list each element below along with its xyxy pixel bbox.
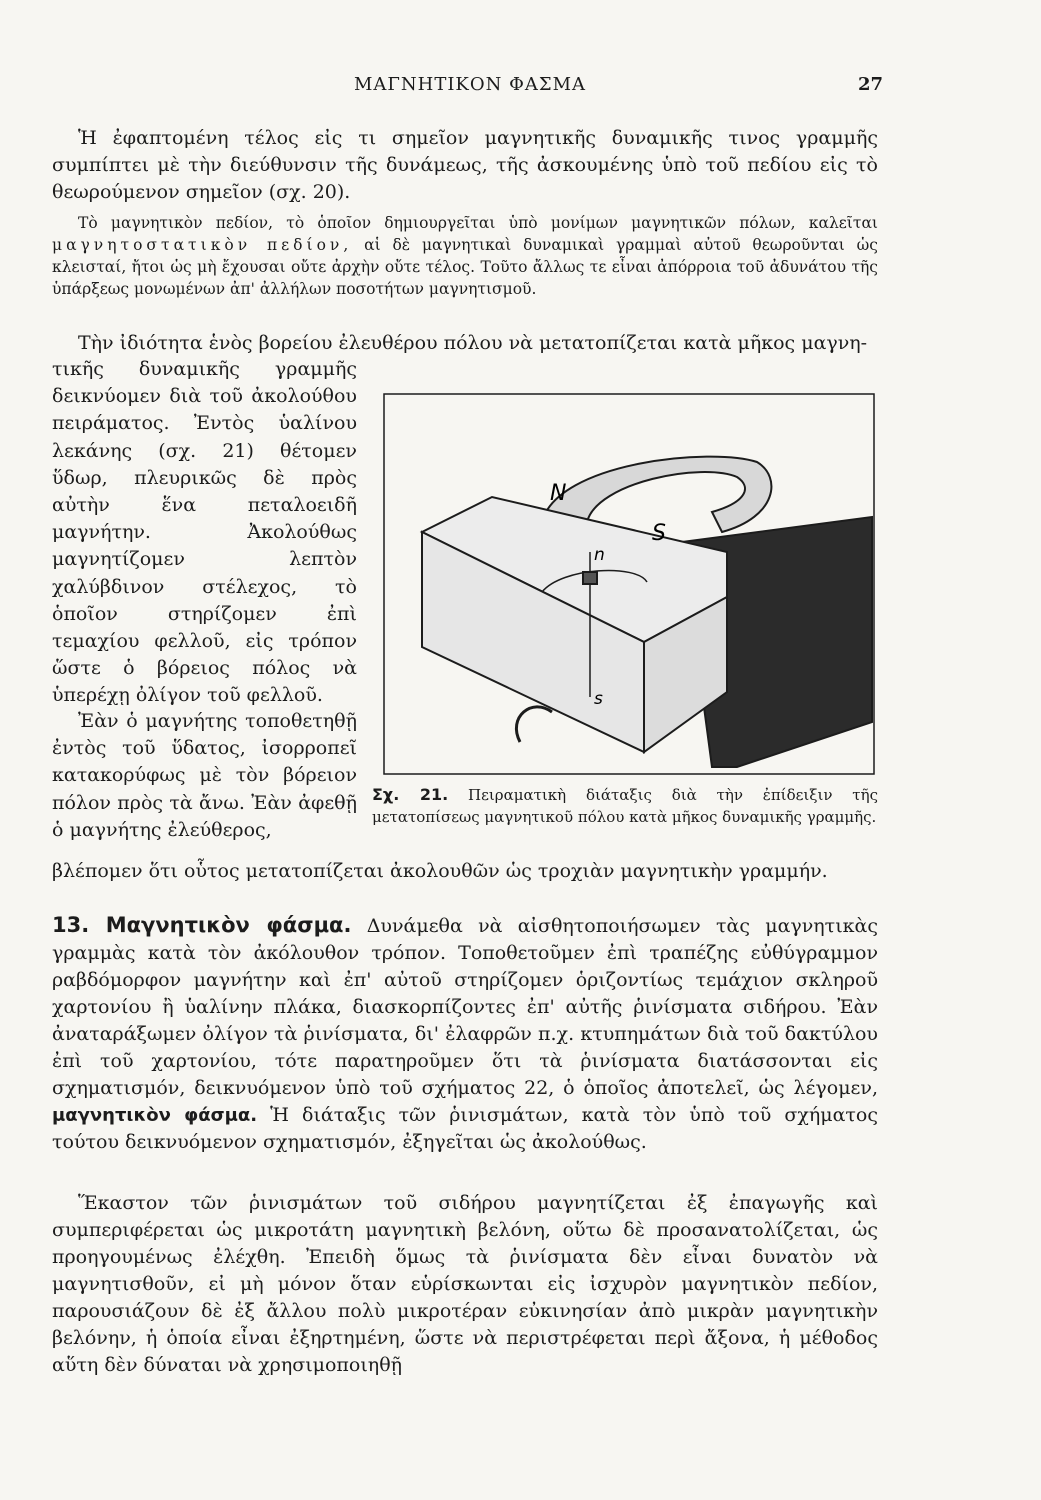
section-heading: 13. Μαγνητικὸν φάσμα. [52, 913, 352, 937]
page-number: 27 [858, 74, 884, 95]
note-term: μαγνητοστατικὸν πεδίον, [52, 236, 353, 254]
basin-handle [516, 707, 552, 742]
figure-21-apparatus [382, 392, 876, 777]
section-13-paragraph [52, 912, 878, 1156]
paragraph-magnet-column: Ἐὰν ὁ μαγνήτης τοποθετηθῇ ἐντὸς τοῦ ὕδατος, ἰσορροπεῖ κατακορύφως μὲ τὸν βόρειον πόλον πρὸς τὰ ἄνω. Ἐὰν ἀφεθῇ ὁ μαγνήτης ἐλεύθερος, [52, 710, 357, 841]
running-header-title: ΜΑΓΝΗΤΙΚΟΝ ΦΑΣΜΑ [353, 74, 587, 95]
figure-label-N: N [550, 481, 567, 506]
caption-text: Πειραματικὴ διάταξις διὰ τὴν ἐπίδειξιν τῆς μετατοπίσεως μαγνητικοῦ πόλου κατὰ μῆκος δυναμικῆς γραμμῆς. [372, 786, 878, 826]
section-text-start: Δυνάμεθα νὰ αἰσθητοποιήσωμεν τὰς μαγνητικὰς γραμμὰς κατὰ τὸν ἀκόλουθον τρόπον. Τοποθετοῦμεν ἐπὶ τραπέζης εὐθύγραμμον ραβδόμορφον μαγνήτην καὶ ἐπ' αὐτοῦ στηρίζομεν ὁριζοντίως τεμάχιον σκληροῦ χαρτονίου ἢ ὑαλίνην πλάκα, διασκορπίζοντες ἐπ' αὐτῆς ῥινίσματα σιδήρου. Ἐὰν ἀναταράξωμεν ὀλίγον τὰ ῥινίσματα, δι' ἐλαφρῶν π.χ. κτυπημάτων διὰ τοῦ δακτύλου ἐπὶ τοῦ χαρτονίου, τότε παρατηροῦμεν ὅτι τὰ ῥινίσματα διατάσσονται εἰς σχηματισμόν, δεικνυόμενον ὑπὸ τοῦ σχήματος 22, ὁ ὁποῖος ἀποτελεῖ, ὡς λέγομεν, [52, 915, 878, 1099]
paragraph-filings: Ἕκαστον τῶν ῥινισμάτων τοῦ σιδήρου μαγνητίζεται ἐξ ἐπαγωγῆς καὶ συμπεριφέρεται ὡς μικροτάτη μαγνητικὴ βελόνη, οὕτω δὲ προσανατολίζεται, ὡς προηγουμένως ἐλέχθη. Ἐπειδὴ ὅμως τὰ ῥινίσματα δὲν εἶναι δυνατὸν νὰ μαγνητισθοῦν, εἰ μὴ μόνον ὅταν εὑρίσκωνται εἰς ἰσχυρὸν μαγνητικὸν πεδίον, παρουσιάζουν δὲ ἐξ ἄλλου πολὺ μικροτέραν εὐκινησίαν ἀπὸ μικρὰν μαγνητικὴν βελόνην, ἡ ὁποία εἶναι ἐξηρτημένη, ὥστε νὰ περιστρέφεται περὶ ἄξονα, ἡ μέθοδος αὕτη δὲν δύναται νὰ χρησιμοποιηθῇ [52, 1192, 878, 1376]
figure-label-S: S [652, 521, 666, 546]
paragraph-conclusion: βλέπομεν ὅτι οὗτος μετατοπίζεται ἀκολουθῶν ὡς τροχιὰν μαγνητικὴν γραμμήν. [52, 860, 828, 882]
paragraph-tangent: Ἡ ἐφαπτομένη τέλος εἰς τι σημεῖον μαγνητικῆς δυναμικῆς τινος γραμμῆς συμπίπτει μὲ τὴν διεύθυνσιν τῆς δυνάμεως, τῆς ἀσκουμένης ὑπὸ τοῦ πεδίου εἰς τὸ θεωρούμενον σημεῖον (σχ. 20). [52, 127, 878, 203]
note-text-start: Τὸ μαγνητικὸν πεδίον, τὸ ὁποῖον δημιουργεῖται ὑπὸ μονίμων μαγνητικῶν πόλων, καλεῖται [78, 214, 878, 232]
note-paragraph [52, 212, 878, 300]
caption-label: Σχ. 21. [372, 785, 449, 804]
note-text-end: αἱ δὲ μαγνητικαὶ δυναμικαὶ γραμμαὶ αὐτοῦ θεωροῦνται ὡς κλεισταί, ἤτοι ὡς μὴ ἔχουσαι οὔτε ἀρχὴν οὔτε τέλος. Τοῦτο ἄλλως τε εἶναι ἀπόρροια τοῦ ἀδυνάτου τῆς ὑπάρξεως μονωμένων ἀπ' ἀλλήλων ποσοτήτων μαγνητισμοῦ. [52, 236, 878, 298]
cork-float [583, 572, 597, 584]
paragraph-north-pole-line: Τὴν ἰδιότητα ἑνὸς βορείου ἐλευθέρου πόλου νὰ μετατοπίζεται κατὰ μῆκος μαγνη- [78, 332, 868, 354]
figure-label-s: s [594, 689, 603, 709]
figure-label-n: n [594, 545, 605, 565]
section-term: μαγνητικὸν φάσμα. [52, 1105, 258, 1126]
section-text-end: Ἡ διάταξις τῶν ῥινισμάτων, κατὰ τὸν ὑπὸ τοῦ σχήματος τούτου δεικνυόμενον σχηματισμόν, ἐξηγεῖται ὡς ἀκολούθως. [52, 1104, 879, 1153]
paragraph-experiment-column: τικῆς δυναμικῆς γραμμῆς δεικνύομεν διὰ τοῦ ἀκολούθου πειράματος. Ἐντὸς ὑαλίνου λεκάνης (σχ. 21) θέτομεν ὕδωρ, πλευρικῶς δὲ πρὸς αὐτὴν ἕνα πεταλοειδῆ μαγνήτην. Ἀκολούθως μαγνητίζομεν λεπτὸν χαλύβδινον στέλεχος, τὸ ὁποῖον στηρίζομεν ἐπὶ τεμαχίου φελλοῦ, εἰς τρόπον ὥστε ὁ βόρειος πόλος νὰ ὑπερέχῃ ὀλίγον τοῦ φελλοῦ. [52, 358, 357, 707]
figure-21-caption [372, 784, 878, 828]
